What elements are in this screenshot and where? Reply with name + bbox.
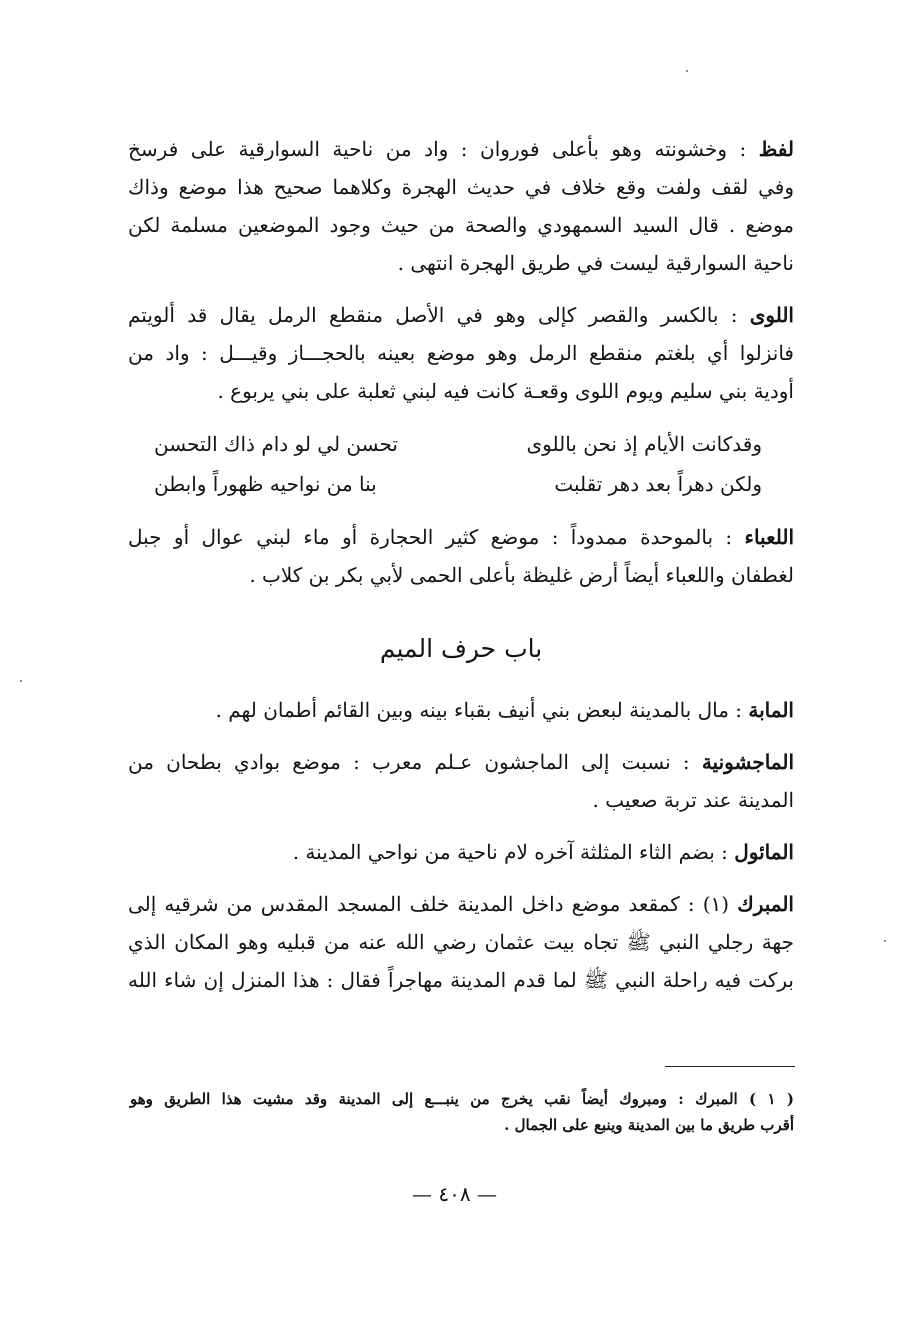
entry-almaba	[128, 691, 794, 729]
entries-before	[128, 130, 794, 410]
text-line: ناحية السوارقية ليست في طريق الهجرة انتهى .	[397, 251, 794, 275]
entry-term: المبرك	[737, 892, 794, 916]
text-line: اللعباء : بالموحدة ممدوداً : موضع كثير الحجارة أو ماء لبني عوال أو جبل	[128, 525, 794, 549]
verse-second-hemistich: تحسن لي لو دام ذاك التحسن	[154, 432, 398, 456]
text-line: جهة رجلي النبي ﷺ تجاه بيت عثمان رضي الله عنه من قبليه وهو المكان الذي	[128, 930, 794, 954]
text-line: المائول : بضم الثاء المثلثة آخره لام ناحية من نواحي المدينة .	[292, 840, 794, 864]
entry-term: المائول	[734, 840, 794, 864]
entry-almajishuniyya	[128, 743, 794, 819]
footnote-divider	[665, 1066, 795, 1067]
poem-verse	[154, 424, 762, 464]
footnote	[130, 1086, 794, 1138]
chapter-title: باب حرف الميم	[379, 634, 543, 663]
text-line: لغطفان واللعباء أيضاً أرض غليظة بأعلى الحمى لأبي بكر بن كلاب .	[249, 563, 794, 587]
text-line: المبرك (١) : كمقعد موضع داخل المدينة خلف المسجد المقدس من شرقيه إلى	[128, 892, 794, 916]
entry-almathul	[128, 833, 794, 871]
verse-first-hemistich: ولكن دهراً بعد دهر تقلبت	[554, 472, 762, 496]
poem-verse	[154, 464, 762, 504]
verse-first-hemistich: وقدكانت الأيام إذ نحن باللوى	[526, 432, 762, 456]
scan-speck	[686, 70, 688, 72]
poem	[128, 424, 794, 504]
text-line: وفي لقف ولفت وقع خلاف في حديث الهجرة وكلاهما صحيح هذا موضع وذاك	[128, 175, 794, 199]
page-body	[128, 130, 794, 1013]
verse-second-hemistich: بنا من نواحيه ظهوراً وابطن	[154, 472, 377, 496]
entry-allaaba	[128, 518, 794, 594]
entry-almabrak	[128, 885, 794, 999]
scan-speck	[20, 680, 22, 682]
text-line: أودية بني سليم ويوم اللوى وقعـة كانت فيه لبني ثعلبة على بني يربوع .	[217, 379, 794, 403]
entry-term: الماجشونية	[701, 750, 794, 774]
text-line: الماجشونية : نسبت إلى الماجشون عـلم معرب : موضع بوادي بطحان من	[128, 750, 794, 774]
text-line: المابة : مال بالمدينة لبعض بني أنيف بقباء بينه وبين القائم أطمان لهم .	[215, 698, 794, 722]
entries-after	[128, 691, 794, 999]
footnote-line: أقرب طريق ما بين المدينة وينبع على الجمال .	[504, 1116, 794, 1134]
text-line: اللوى : بالكسر والقصر كإلى وهو في الأصل منقطع الرمل يقال قد ألويتم	[128, 303, 794, 327]
text-line: لفظ : وخشونته وهو بأعلى فوروان : واد من ناحية السوارقية على فرسخ	[128, 137, 794, 161]
entry-lafz	[128, 130, 794, 282]
entry-term: اللعباء	[744, 525, 794, 549]
entry-alliwa	[128, 296, 794, 410]
entry-term: المابة	[748, 698, 794, 722]
entry-term: اللوى	[749, 303, 794, 327]
text-line: بركت فيه راحلة النبي ﷺ لما قدم المدينة مهاجراً فقال : هذا المنزل إن شاء الله	[128, 968, 794, 992]
text-line: موضع . قال السيد السمهودي والصحة من حيث وجود الموضعين مسلمة لكن	[128, 213, 794, 237]
page-number: — ٤٠٨ —	[412, 1182, 497, 1206]
entry-term: لفظ	[758, 137, 794, 161]
scan-speck	[884, 940, 886, 942]
text-line: فانزلوا أي بلغتم منقطع الرمل وهو موضع بعينه بالحجـــاز وقيـــل : واد من	[128, 341, 794, 365]
footnote-line: ( ١ ) المبرك : ومبروك أيضاً نقب يخرج من ينبـــع إلى المدينة وقد مشيت هذا الطريق وهو	[130, 1090, 794, 1108]
text-line: المدينة عند تربة صعيب .	[592, 788, 794, 812]
